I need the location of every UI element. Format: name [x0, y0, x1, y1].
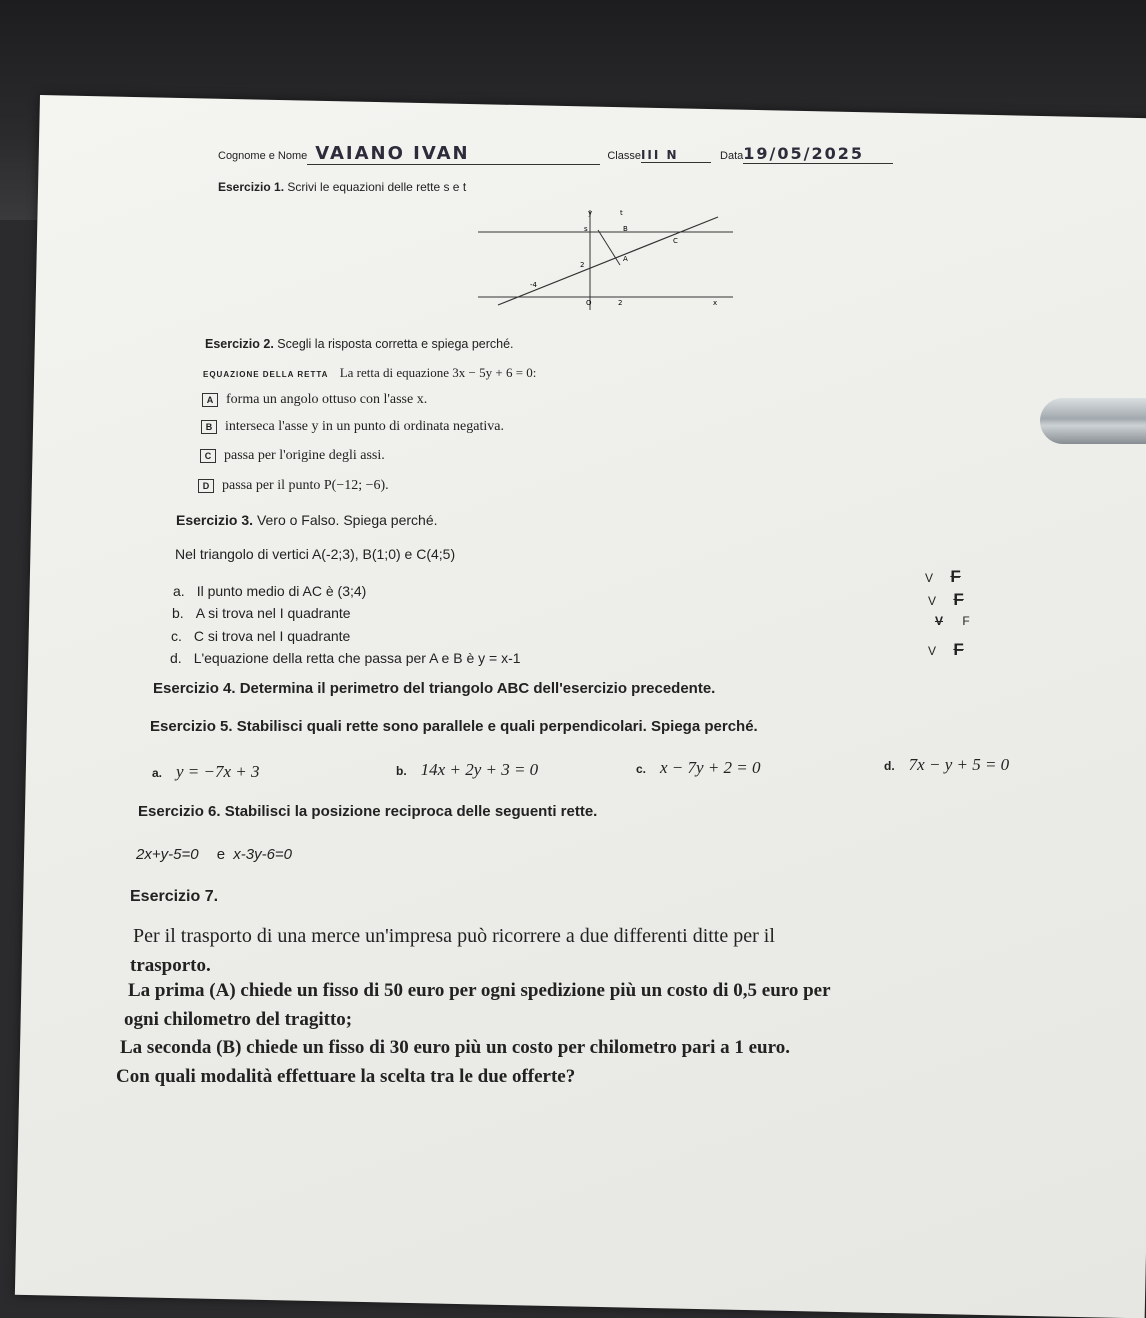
eq-text-a: y = −7x + 3 — [176, 762, 260, 781]
ex5-eq-a — [152, 762, 260, 782]
graph-label-origin: O — [586, 299, 592, 307]
name-label: Cognome e Nome — [218, 150, 308, 162]
ex3-heading — [176, 512, 438, 528]
line-t — [598, 230, 620, 265]
eq-label-c: c. — [636, 762, 647, 776]
ex3-text: Vero o Falso. Spiega perché. — [256, 512, 438, 528]
ex2-question-line — [203, 365, 536, 381]
graph-label-b: B — [623, 225, 628, 233]
answer-a — [925, 567, 961, 587]
answer-c — [935, 614, 970, 628]
option-text-d: passa per il punto P(−12; −6). — [222, 478, 389, 493]
class-label: Classe — [607, 150, 641, 162]
ex3-item-c — [171, 628, 350, 644]
graph-label-neg4: -4 — [530, 281, 537, 289]
answer-c-f: F — [962, 614, 970, 628]
ex6-eq1: 2x+y-5=0 — [136, 846, 199, 863]
ex7-line-6: Con quali modalità effettuare la scelta tra le due offerte? — [116, 1066, 576, 1087]
ex2-text: Scegli la risposta corretta e spiega perché. — [277, 337, 514, 351]
ex5-text: Stabilisci quali rette sono parallele e quali perpendicolari. Spiega perché. — [236, 718, 758, 735]
ex5-title: Esercizio 5. — [150, 718, 233, 735]
ex7-line-4: ogni chilometro del tragitto; — [124, 1009, 353, 1030]
ex2-option-c — [200, 448, 385, 464]
answer-b-f-crossed: F — [953, 590, 964, 609]
item-label-d: d. — [170, 650, 182, 666]
eq-text-d: 7x − y + 5 = 0 — [908, 755, 1010, 774]
answer-b-v: V — [928, 594, 937, 608]
graph-label-a: A — [623, 255, 628, 263]
ex6-eq2: x-3y-6=0 — [233, 846, 293, 863]
ex7-line-5: La seconda (B) chiede un fisso di 30 euro più un costo per chilometro pari a 1 euro. — [120, 1037, 790, 1058]
graph-label-c: C — [673, 237, 678, 245]
eq-text-b: 14x + 2y + 3 = 0 — [420, 760, 539, 779]
ex5-eq-c — [636, 758, 761, 778]
ex1-title: Esercizio 1. — [218, 180, 285, 194]
item-text-a: Il punto medio di AC è (3;4) — [196, 583, 367, 599]
item-text-b: A si trova nel I quadrante — [195, 605, 351, 621]
option-text-b: interseca l'asse y in un punto di ordinata negativa. — [225, 419, 504, 434]
graph-label-2x: 2 — [618, 299, 623, 307]
item-label-a: a. — [173, 583, 185, 599]
ex4-title: Esercizio 4. — [153, 680, 236, 697]
ex7-line-2: trasporto. — [130, 955, 211, 976]
name-value: VAIANO IVAN — [307, 143, 600, 165]
ex3-intro: Nel triangolo di vertici A(-2;3), B(1;0) e C(4;5) — [175, 546, 456, 562]
graph-label-y: y — [588, 209, 593, 217]
ex5-eq-b — [396, 760, 538, 780]
answer-a-v: V — [925, 571, 934, 585]
class-value: III N — [641, 148, 711, 163]
ex2-question: La retta di equazione 3x − 5y + 6 = 0: — [339, 365, 537, 380]
answer-d-f-crossed: F — [953, 640, 964, 659]
ex7-title: Esercizio 7. — [130, 888, 219, 905]
header-row — [218, 143, 893, 165]
option-box-d: D — [198, 479, 214, 493]
graph-label-2y: 2 — [580, 261, 585, 269]
ex1-heading — [218, 180, 466, 194]
option-box-a: A — [202, 393, 218, 407]
pen-object — [1040, 398, 1146, 444]
date-value: 19/05/2025 — [743, 144, 893, 164]
ex5-eq-d — [884, 755, 1009, 775]
ex7-line-3: La prima (A) chiede un fisso di 50 euro per ogni spedizione più un costo di 0,5 euro per — [128, 980, 831, 1001]
item-text-c: C si trova nel I quadrante — [193, 628, 351, 644]
item-label-b: b. — [172, 605, 184, 621]
ex2-heading — [205, 337, 514, 351]
answer-a-f-crossed: F — [950, 567, 961, 586]
ex3-title: Esercizio 3. — [176, 512, 254, 528]
eq-label-d: d. — [884, 759, 895, 773]
answer-d-v: V — [928, 644, 937, 658]
answer-d — [928, 640, 964, 660]
item-label-c: c. — [171, 628, 182, 644]
ex2-option-b — [201, 419, 504, 435]
graph-label-s: s — [584, 225, 588, 233]
ex6-conj: e — [216, 846, 226, 863]
eq-label-b: b. — [396, 764, 407, 778]
date-label: Data — [720, 150, 744, 162]
ex6-text: Stabilisci la posizione reciproca delle seguenti rette. — [224, 803, 598, 820]
ex6-heading — [138, 803, 597, 820]
option-text-c: passa per l'origine degli assi. — [224, 448, 385, 463]
answer-c-v-crossed: V — [935, 614, 944, 628]
line-s — [498, 217, 718, 305]
ex2-option-d — [198, 478, 389, 494]
option-text-a: forma un angolo ottuso con l'asse x. — [226, 392, 428, 407]
ex2-option-a — [202, 392, 427, 408]
option-box-c: C — [200, 449, 216, 463]
ex3-item-d — [170, 650, 521, 666]
ex2-title: Esercizio 2. — [205, 337, 274, 351]
ex1-graph — [468, 205, 738, 315]
ex3-item-a — [173, 583, 366, 599]
ex4-heading — [153, 680, 715, 697]
eq-label-a: a. — [152, 766, 163, 780]
ex3-item-b — [172, 605, 351, 621]
ex6-title: Esercizio 6. — [138, 803, 221, 820]
eq-text-c: x − 7y + 2 = 0 — [660, 758, 761, 777]
ex1-text: Scrivi le equazioni delle rette s e t — [287, 180, 467, 194]
answer-b — [928, 590, 964, 610]
graph-label-x: x — [713, 299, 718, 307]
ex7-line-1: Per il trasporto di una merce un'impresa può ricorrere a due differenti ditte per il — [133, 925, 775, 947]
ex4-text: Determina il perimetro del triangolo ABC dell'esercizio precedente. — [239, 680, 716, 697]
ex5-heading — [150, 718, 758, 735]
ex6-equations — [136, 846, 292, 863]
option-box-b: B — [201, 420, 217, 434]
graph-label-t: t — [620, 209, 623, 217]
ex2-topic: EQUAZIONE DELLA RETTA — [203, 370, 329, 379]
item-text-d: L'equazione della retta che passa per A e B è y = x-1 — [193, 650, 521, 666]
